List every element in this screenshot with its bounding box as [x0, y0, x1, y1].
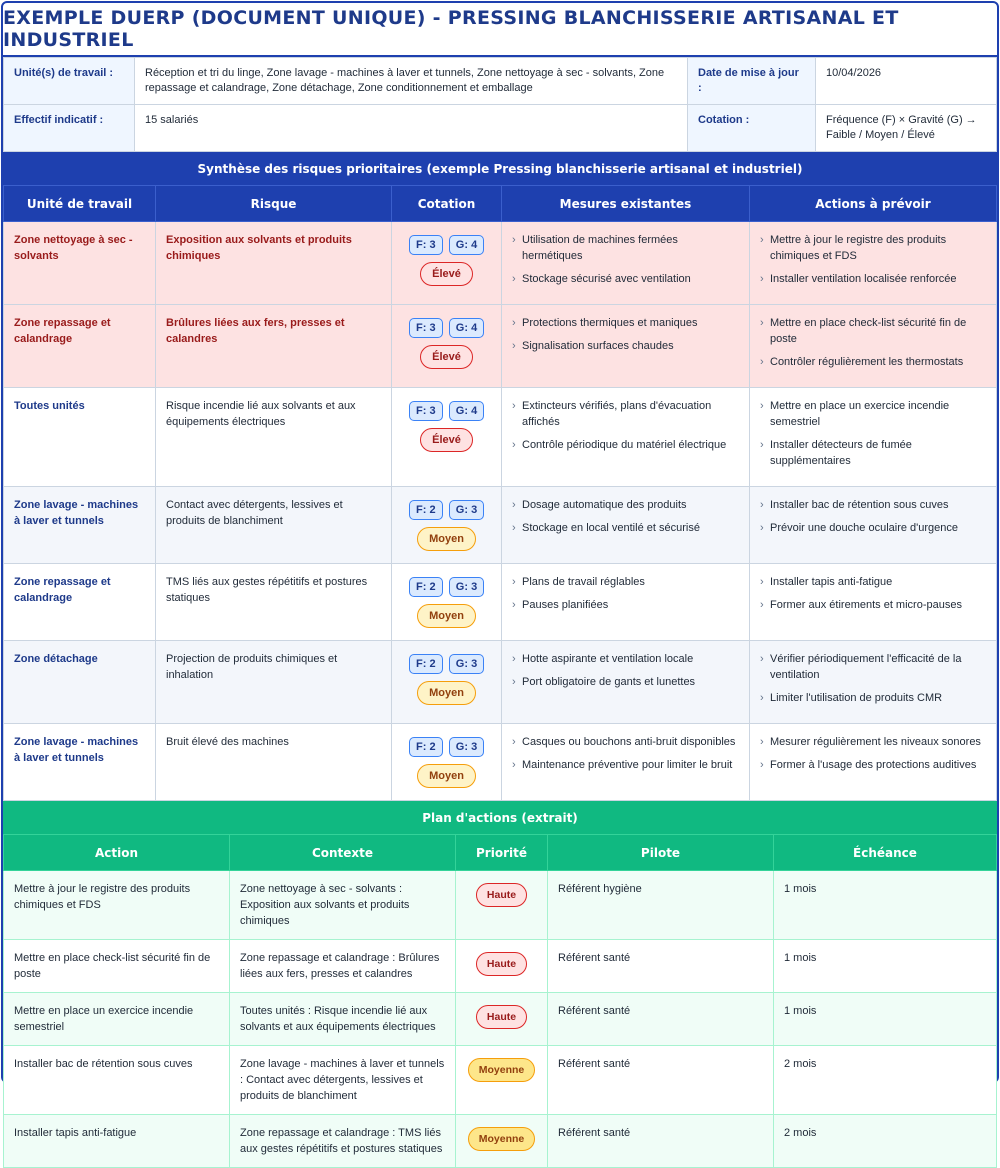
frequency-badge: F: 3	[409, 401, 443, 421]
action-item: › Vérifier périodiquement l'efficacité de la ventilation	[760, 651, 986, 683]
plan-action: Installer tapis anti-fatigue	[4, 1115, 230, 1168]
plan-row	[4, 993, 997, 1046]
level-badge: Moyen	[417, 527, 476, 551]
plan-row	[4, 1046, 997, 1115]
risk-unit: Zone lavage - machines à laver et tunnels	[4, 487, 156, 564]
risk-row	[4, 487, 997, 564]
action-item: › Installer détecteurs de fumée supplémentaires	[760, 437, 986, 469]
risk-description: Brûlures liées aux fers, presses et calandres	[156, 305, 392, 388]
measure-item: › Casques ou bouchons anti-bruit disponibles	[512, 734, 739, 750]
plan-action: Mettre en place check-list sécurité fin de poste	[4, 940, 230, 993]
measure-item: › Maintenance préventive pour limiter le bruit	[512, 757, 739, 773]
risk-rating	[392, 724, 502, 801]
risk-description: TMS liés aux gestes répétitifs et postures statiques	[156, 564, 392, 641]
action-item: › Limiter l'utilisation de produits CMR	[760, 690, 986, 706]
risk-header-measures: Mesures existantes	[502, 186, 750, 222]
planned-actions	[750, 305, 997, 388]
plan-header-due: Échéance	[774, 835, 997, 871]
duerp-document	[1, 1, 999, 1155]
action-plan-title: Plan d'actions (extrait)	[3, 801, 997, 834]
staff-label: Effectif indicatif :	[4, 105, 135, 152]
plan-priority	[456, 871, 548, 940]
existing-measures	[502, 564, 750, 641]
date-value: 10/04/2026	[816, 58, 997, 105]
plan-priority	[456, 1046, 548, 1115]
measure-item: › Extincteurs vérifiés, plans d'évacuation affichés	[512, 398, 739, 430]
level-badge: Moyen	[417, 681, 476, 705]
plan-priority	[456, 940, 548, 993]
action-item: › Installer ventilation localisée renforcée	[760, 271, 986, 287]
rating-value: Fréquence (F) × Gravité (G) → Faible / Moyen / Élevé	[816, 105, 997, 152]
action-item: › Prévoir une douche oculaire d'urgence	[760, 520, 986, 536]
risk-row	[4, 724, 997, 801]
info-table	[3, 57, 997, 152]
measure-item: › Contrôle périodique du matériel électrique	[512, 437, 739, 453]
risk-row	[4, 305, 997, 388]
risk-rating	[392, 487, 502, 564]
risk-row	[4, 222, 997, 305]
priority-badge: Haute	[476, 1005, 527, 1029]
frequency-badge: F: 2	[409, 577, 443, 597]
measure-item: › Hotte aspirante et ventilation locale	[512, 651, 739, 667]
plan-context: Toutes unités : Risque incendie lié aux solvants et aux équipements électriques	[230, 993, 456, 1046]
measure-item: › Stockage sécurisé avec ventilation	[512, 271, 739, 287]
action-item: › Mettre à jour le registre des produits chimiques et FDS	[760, 232, 986, 264]
level-badge: Élevé	[420, 428, 473, 452]
plan-header-action: Action	[4, 835, 230, 871]
risk-header-actions: Actions à prévoir	[750, 186, 997, 222]
plan-due: 1 mois	[774, 993, 997, 1046]
plan-due: 2 mois	[774, 1115, 997, 1168]
plan-action: Mettre en place un exercice incendie semestriel	[4, 993, 230, 1046]
date-label: Date de mise à jour :	[688, 58, 816, 105]
action-item: › Mettre en place check-list sécurité fin de poste	[760, 315, 986, 347]
gravity-badge: G: 4	[449, 318, 484, 338]
frequency-badge: F: 2	[409, 500, 443, 520]
risk-row	[4, 388, 997, 487]
plan-due: 2 mois	[774, 1046, 997, 1115]
action-item: › Contrôler régulièrement les thermostats	[760, 354, 986, 370]
frequency-badge: F: 2	[409, 654, 443, 674]
risk-unit: Toutes unités	[4, 388, 156, 487]
risk-description: Projection de produits chimiques et inhalation	[156, 641, 392, 724]
action-item: › Mesurer régulièrement les niveaux sonores	[760, 734, 986, 750]
plan-context: Zone lavage - machines à laver et tunnels : Contact avec détergents, lessives et produits de blanchiment	[230, 1046, 456, 1115]
action-item: › Installer tapis anti-fatigue	[760, 574, 986, 590]
plan-pilot: Référent santé	[548, 1115, 774, 1168]
action-item: › Former aux étirements et micro-pauses	[760, 597, 986, 613]
gravity-badge: G: 4	[449, 235, 484, 255]
gravity-badge: G: 3	[449, 500, 484, 520]
level-badge: Moyen	[417, 604, 476, 628]
existing-measures	[502, 305, 750, 388]
risk-header-rating: Cotation	[392, 186, 502, 222]
plan-row	[4, 1115, 997, 1168]
gravity-badge: G: 4	[449, 401, 484, 421]
risk-unit: Zone détachage	[4, 641, 156, 724]
priority-badge: Moyenne	[468, 1127, 536, 1151]
risk-row	[4, 564, 997, 641]
plan-header-context: Contexte	[230, 835, 456, 871]
risk-header-risk: Risque	[156, 186, 392, 222]
planned-actions	[750, 724, 997, 801]
synthesis-title: Synthèse des risques prioritaires (exemple Pressing blanchisserie artisanal et industriel)	[3, 152, 997, 185]
plan-action: Mettre à jour le registre des produits chimiques et FDS	[4, 871, 230, 940]
risk-unit: Zone repassage et calandrage	[4, 564, 156, 641]
staff-value: 15 salariés	[135, 105, 688, 152]
plan-pilot: Référent santé	[548, 940, 774, 993]
plan-row	[4, 871, 997, 940]
planned-actions	[750, 388, 997, 487]
planned-actions	[750, 222, 997, 305]
measure-item: › Protections thermiques et maniques	[512, 315, 739, 331]
rating-label: Cotation :	[688, 105, 816, 152]
measure-item: › Port obligatoire de gants et lunettes	[512, 674, 739, 690]
level-badge: Moyen	[417, 764, 476, 788]
planned-actions	[750, 564, 997, 641]
level-badge: Élevé	[420, 262, 473, 286]
risk-row	[4, 641, 997, 724]
measure-item: › Pauses planifiées	[512, 597, 739, 613]
existing-measures	[502, 487, 750, 564]
action-item: › Former à l'usage des protections auditives	[760, 757, 986, 773]
plan-row	[4, 940, 997, 993]
priority-badge: Haute	[476, 883, 527, 907]
gravity-badge: G: 3	[449, 737, 484, 757]
risk-description: Risque incendie lié aux solvants et aux équipements électriques	[156, 388, 392, 487]
plan-context: Zone repassage et calandrage : Brûlures liées aux fers, presses et calandres	[230, 940, 456, 993]
plan-pilot: Référent santé	[548, 993, 774, 1046]
plan-context: Zone nettoyage à sec - solvants : Exposition aux solvants et produits chimiques	[230, 871, 456, 940]
risk-unit: Zone repassage et calandrage	[4, 305, 156, 388]
existing-measures	[502, 222, 750, 305]
risk-rating	[392, 388, 502, 487]
plan-due: 1 mois	[774, 940, 997, 993]
risk-description: Bruit élevé des machines	[156, 724, 392, 801]
planned-actions	[750, 641, 997, 724]
plan-priority	[456, 1115, 548, 1168]
risk-rating	[392, 222, 502, 305]
plan-header-priority: Priorité	[456, 835, 548, 871]
risk-description: Exposition aux solvants et produits chimiques	[156, 222, 392, 305]
level-badge: Élevé	[420, 345, 473, 369]
risk-description: Contact avec détergents, lessives et produits de blanchiment	[156, 487, 392, 564]
plan-pilot: Référent hygiène	[548, 871, 774, 940]
gravity-badge: G: 3	[449, 577, 484, 597]
action-item: › Mettre en place un exercice incendie semestriel	[760, 398, 986, 430]
plan-due: 1 mois	[774, 871, 997, 940]
planned-actions	[750, 487, 997, 564]
existing-measures	[502, 641, 750, 724]
plan-priority	[456, 993, 548, 1046]
existing-measures	[502, 724, 750, 801]
action-plan-table	[3, 834, 997, 1168]
action-item: › Installer bac de rétention sous cuves	[760, 497, 986, 513]
risk-unit: Zone lavage - machines à laver et tunnels	[4, 724, 156, 801]
measure-item: › Signalisation surfaces chaudes	[512, 338, 739, 354]
measure-item: › Plans de travail réglables	[512, 574, 739, 590]
frequency-badge: F: 2	[409, 737, 443, 757]
gravity-badge: G: 3	[449, 654, 484, 674]
units-label: Unité(s) de travail :	[4, 58, 135, 105]
risk-rating	[392, 305, 502, 388]
units-value: Réception et tri du linge, Zone lavage - machines à laver et tunnels, Zone nettoyage à sec - solvants, Zone repassage et calandrage, Zone détachage, Zone conditionnement et emballage	[135, 58, 688, 105]
risk-rating	[392, 641, 502, 724]
measure-item: › Stockage en local ventilé et sécurisé	[512, 520, 739, 536]
risk-header-unit: Unité de travail	[4, 186, 156, 222]
plan-context: Zone repassage et calandrage : TMS liés aux gestes répétitifs et postures statiques	[230, 1115, 456, 1168]
priority-badge: Moyenne	[468, 1058, 536, 1082]
plan-pilot: Référent santé	[548, 1046, 774, 1115]
plan-action: Installer bac de rétention sous cuves	[4, 1046, 230, 1115]
document-title: EXEMPLE DUERP (DOCUMENT UNIQUE) - PRESSING BLANCHISSERIE ARTISANAL ET INDUSTRIEL	[3, 3, 997, 57]
measure-item: › Utilisation de machines fermées hermétiques	[512, 232, 739, 264]
risk-unit: Zone nettoyage à sec - solvants	[4, 222, 156, 305]
risk-rating	[392, 564, 502, 641]
risk-table	[3, 185, 997, 801]
plan-header-pilot: Pilote	[548, 835, 774, 871]
existing-measures	[502, 388, 750, 487]
frequency-badge: F: 3	[409, 318, 443, 338]
priority-badge: Haute	[476, 952, 527, 976]
frequency-badge: F: 3	[409, 235, 443, 255]
measure-item: › Dosage automatique des produits	[512, 497, 739, 513]
